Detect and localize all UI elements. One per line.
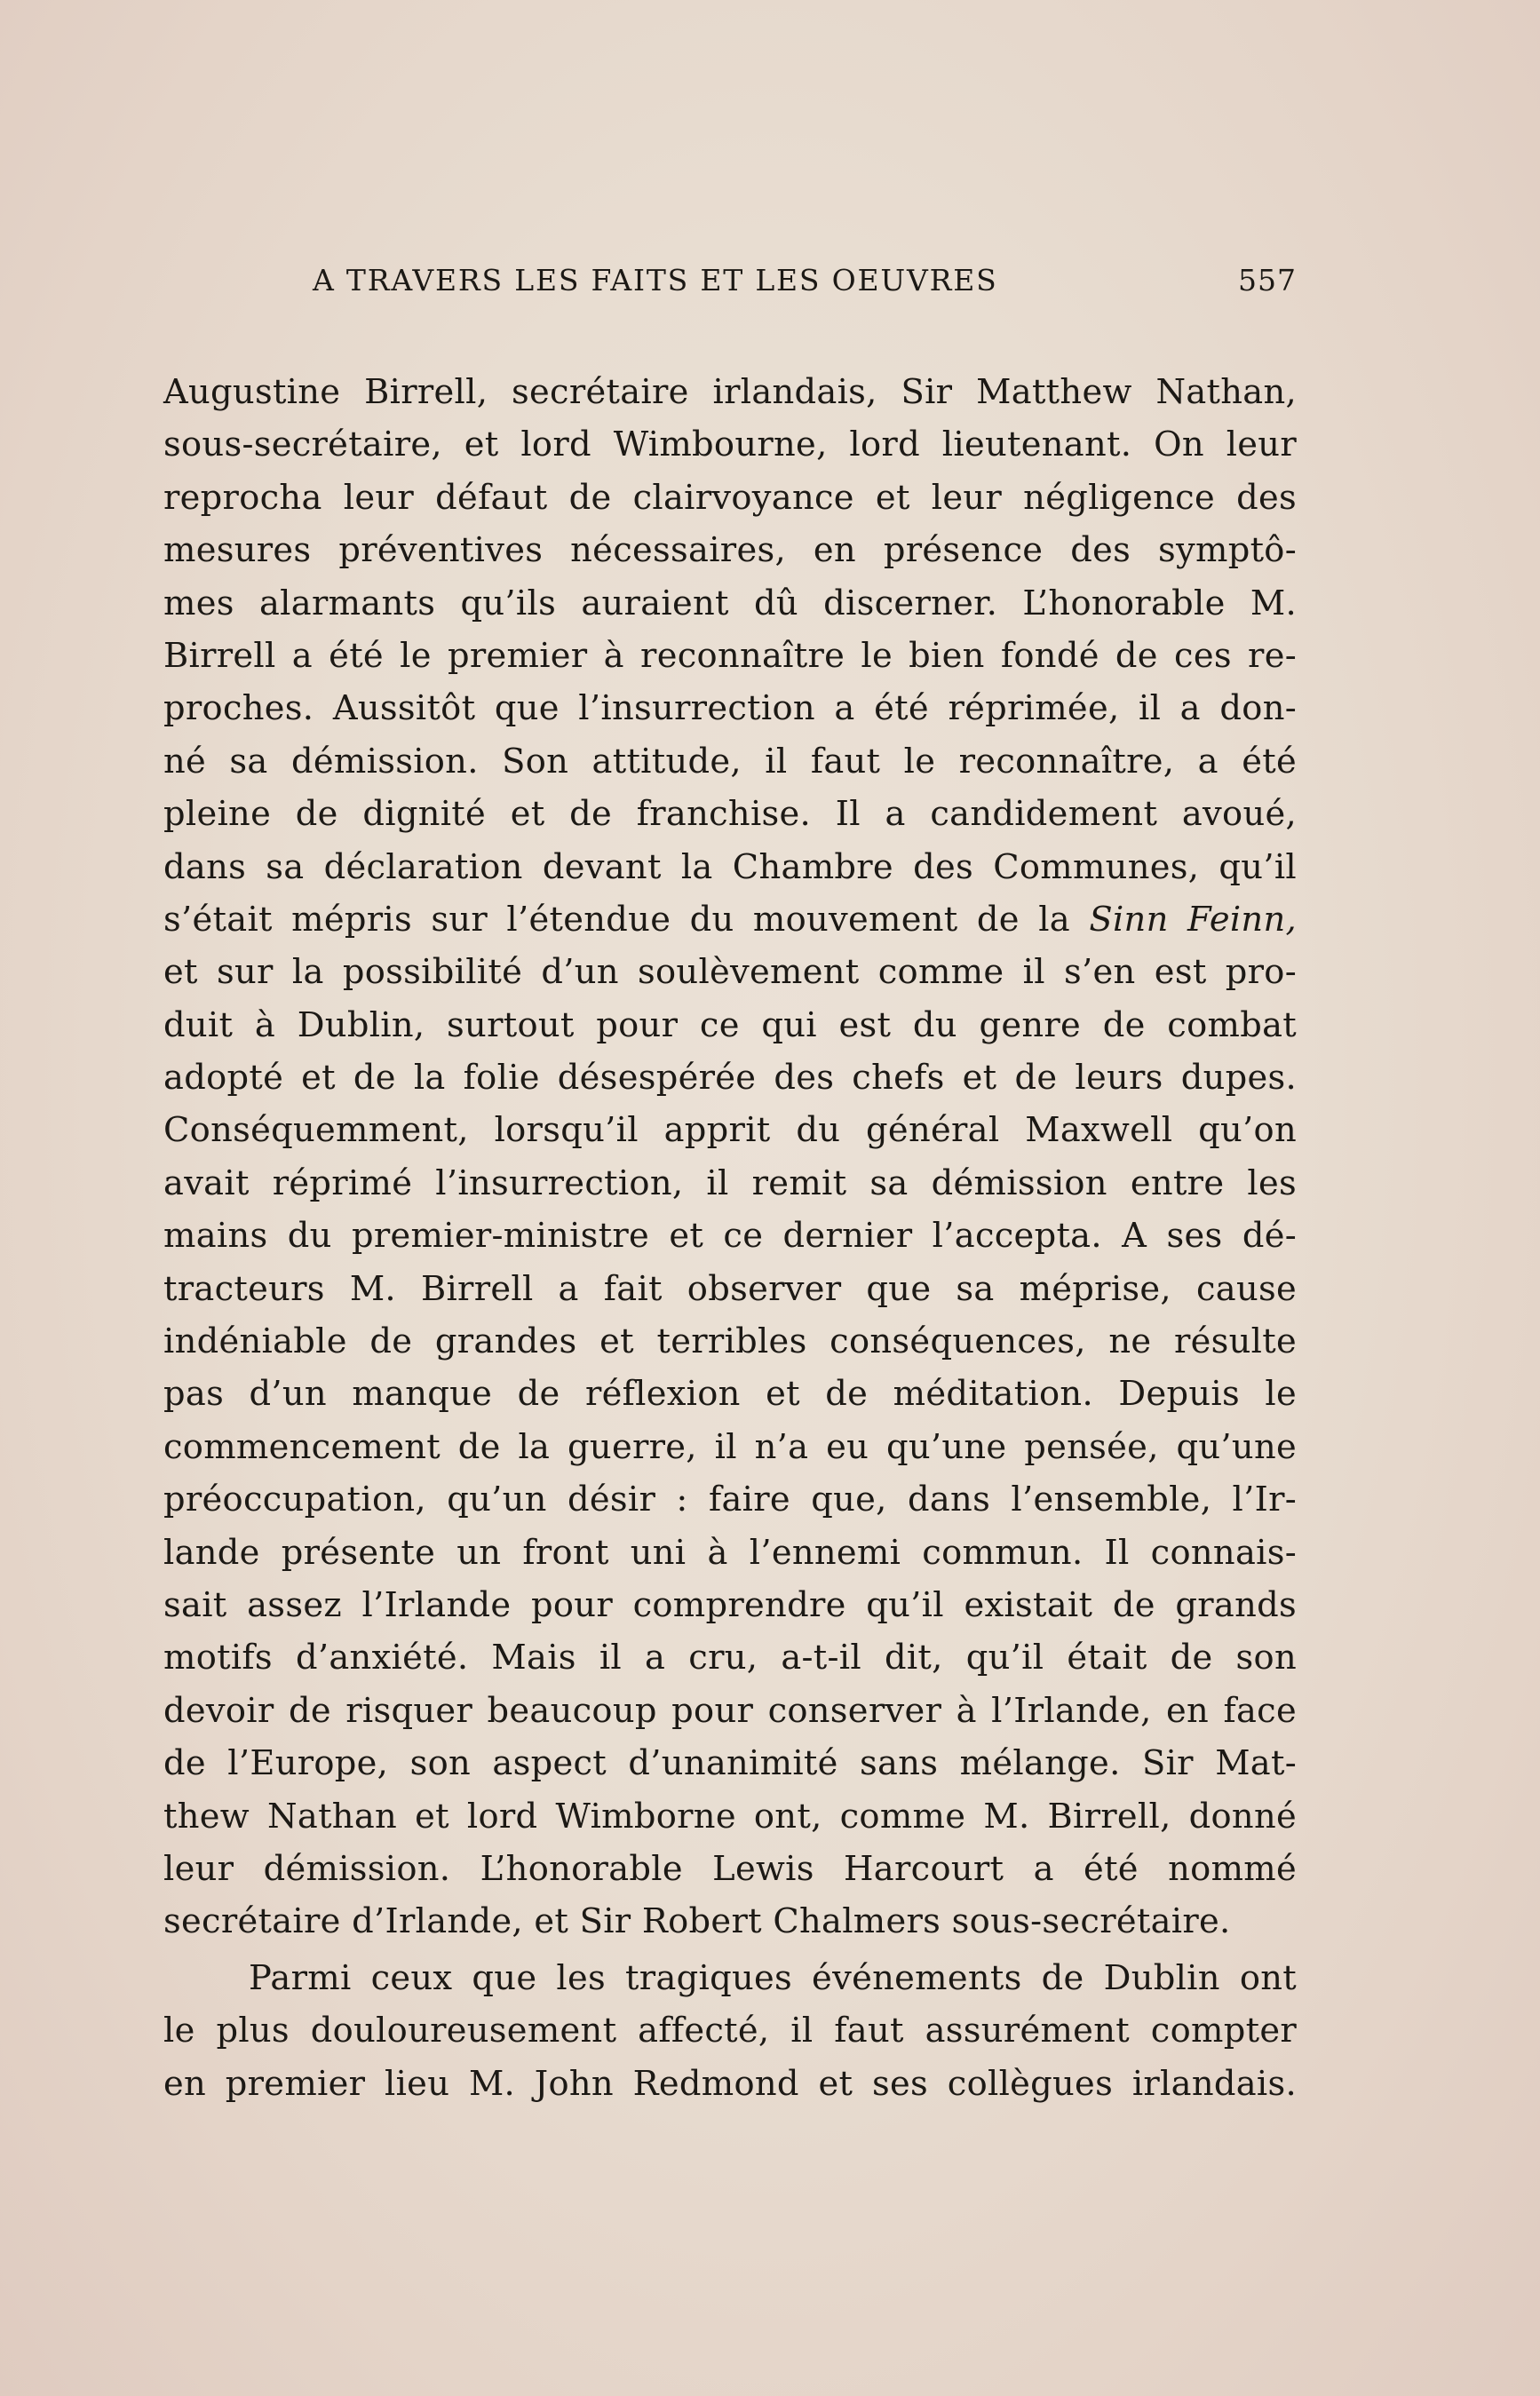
- text-line: Conséquemment, lorsqu’il apprit du général Maxwell qu’on: [163, 1110, 1297, 1151]
- text-line: mes alarmants qu’ils auraient dû discerner. L’honorable M.: [163, 583, 1297, 623]
- text-line: pas d’un manque de réflexion et de méditation. Depuis le: [163, 1374, 1297, 1415]
- text-line: de l’Europe, son aspect d’unanimité sans mélange. Sir Mat-: [163, 1743, 1297, 1784]
- text-line: indéniable de grandes et terribles conséquences, ne résulte: [163, 1321, 1297, 1362]
- text-line: proches. Aussitôt que l’insurrection a été réprimée, il a don-: [163, 688, 1297, 729]
- text-line: dans sa déclaration devant la Chambre des Communes, qu’il: [163, 846, 1297, 887]
- text-line: reprocha leur défaut de clairvoyance et leur négligence des: [163, 477, 1297, 518]
- text-line: mesures préventives nécessaires, en présence des symptô-: [163, 530, 1297, 571]
- text-line: Birrell a été le premier à reconnaître le bien fondé de ces re-: [163, 635, 1297, 676]
- text-line: adopté et de la folie désespérée des chefs et de leurs dupes.: [163, 1058, 1297, 1099]
- text-line: leur démission. L’honorable Lewis Harcourt a été nommé: [163, 1848, 1297, 1889]
- text-line: devoir de risquer beaucoup pour conserver à l’Irlande, en face: [163, 1690, 1297, 1731]
- text-line: avait réprimé l’insurrection, il remit sa démission entre les: [163, 1162, 1297, 1203]
- text-line: sous-secrétaire, et lord Wimbourne, lord lieutenant. On leur: [163, 424, 1297, 465]
- text-line: pleine de dignité et de franchise. Il a candidement avoué,: [163, 794, 1297, 835]
- text-line: thew Nathan et lord Wimborne ont, comme M. Birrell, donné: [163, 1796, 1297, 1837]
- page-number: 557: [1238, 263, 1297, 298]
- paragraph-first-line: Parmi ceux que les tragiques événements de Dublin ont: [249, 1957, 1297, 1998]
- text-line: le plus douloureusement affecté, il faut assurément compter: [163, 2011, 1297, 2051]
- text-line: duit à Dublin, surtout pour ce qui est du genre de combat: [163, 1004, 1297, 1045]
- text-line: tracteurs M. Birrell a fait observer que sa méprise, cause: [163, 1268, 1297, 1309]
- text-line: Augustine Birrell, secrétaire irlandais, Sir Matthew Nathan,: [163, 372, 1297, 412]
- text-segment: s’était mépris sur l’étendue du mouvement de la: [163, 899, 1070, 940]
- text-line: né sa démission. Son attitude, il faut le reconnaître, a été: [163, 741, 1297, 781]
- text-line: secrétaire d’Irlande, et Sir Robert Chalmers sous-secrétaire.: [163, 1901, 1231, 1942]
- text-line: préoccupation, qu’un désir : faire que, dans l’ensemble, l’Ir-: [163, 1480, 1297, 1520]
- running-header: [163, 263, 1297, 307]
- text-line: et sur la possibilité d’un soulèvement comme il s’en est pro-: [163, 952, 1297, 993]
- body-text: [163, 366, 1297, 2110]
- text-line: en premier lieu M. John Redmond et ses collègues irlandais.: [163, 2063, 1297, 2104]
- italic-term: Sinn Feinn,: [1089, 899, 1297, 940]
- text-line: commencement de la guerre, il n’a eu qu’une pensée, qu’une: [163, 1426, 1297, 1467]
- text-line: lande présente un front uni à l’ennemi commun. Il connais-: [163, 1532, 1297, 1573]
- text-line: sait assez l’Irlande pour comprendre qu’il existait de grands: [163, 1584, 1297, 1625]
- running-title: A TRAVERS LES FAITS ET LES OEUVRES: [313, 263, 998, 298]
- text-line-with-italic: [163, 893, 1297, 946]
- text-line: motifs d’anxiété. Mais il a cru, a-t-il dit, qu’il était de son: [163, 1638, 1297, 1678]
- text-line: mains du premier-ministre et ce dernier l’accepta. A ses dé-: [163, 1216, 1297, 1257]
